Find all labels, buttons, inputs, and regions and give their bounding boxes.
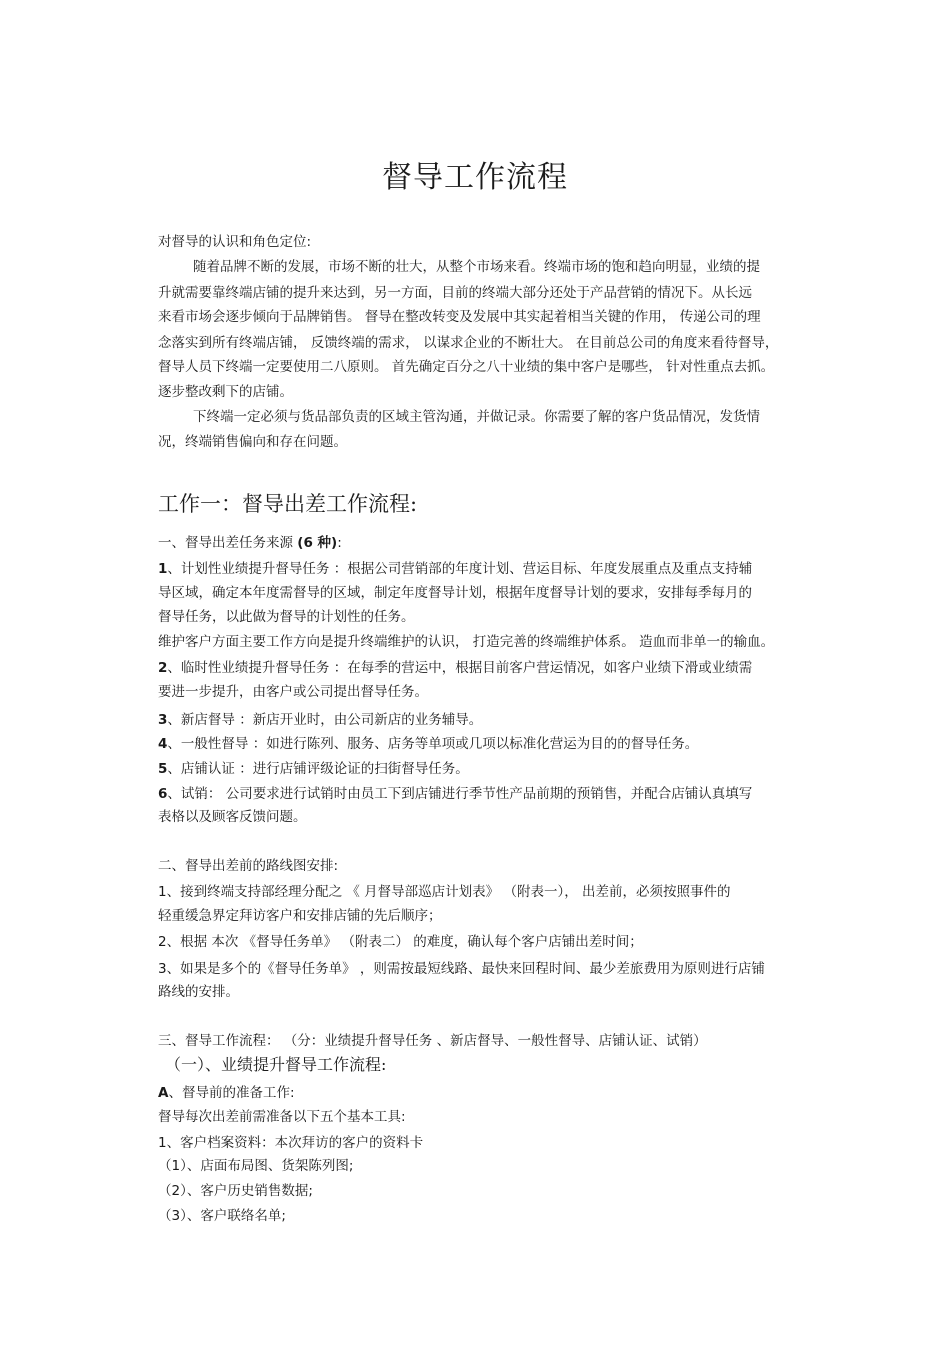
intro-line: 来看市场会逐步倾向于品牌销售。 督导在整改转变及发展中其实起着相当关键的作用， 传递公司的理: [158, 309, 761, 325]
list-item: （3）、客户联络名单;: [158, 1208, 286, 1224]
list-item: 4、一般性督导 ：如进行陈列、服务、店务等单项或几项以标准化营运为目的的督导任务。: [158, 736, 699, 752]
page-title: 督导工作流程: [382, 160, 568, 195]
subsection-heading: 三、督导工作流程： （分：业绩提升督导任务 、新店督导、一般性督导、店铺认证、试销）: [158, 1033, 707, 1049]
step-heading: A、督导前的准备工作:: [158, 1085, 295, 1101]
list-item: 6、试销： 公司要求进行试销时由员工下到店铺进行季节性产品前期的预销售，并配合店铺认真填写: [158, 786, 753, 802]
section-heading: 工作一：督导出差工作流程:: [158, 492, 418, 516]
intro-line: 下终端一定必须与货品部负责的区域主管沟通，并做记录。你需要了解的客户货品情况，发货情: [193, 409, 760, 425]
list-item-continued: 路线的安排。: [158, 984, 239, 1000]
intro-line: 升就需要靠终端店铺的提升来达到，另一方面，目前的终端大部分还处于产品营销的情况下。从长远: [158, 285, 752, 301]
paragraph-line: 督导每次出差前需准备以下五个基本工具:: [158, 1109, 406, 1125]
list-item-continued: 维护客户方面主要工作方向是提升终端维护的认识， 打造完善的终端维护体系。 造血而非单一的输血。: [158, 634, 775, 650]
list-item: 5、店铺认证 ：进行店铺评级论证的扫街督导任务。: [158, 761, 469, 777]
list-item: 1、接到终端支持部经理分配之 《 月督导部巡店计划表》 （附表一）， 出差前，必须按照事件的: [158, 884, 731, 900]
list-item-continued: 督导任务，以此做为督导的计划性的任务。: [158, 609, 415, 625]
intro-heading: 对督导的认识和角色定位:: [158, 234, 312, 250]
list-item-continued: 要进一步提升，由客户或公司提出督导任务。: [158, 684, 428, 700]
intro-line: 随着品牌不断的发展，市场不断的壮大，从整个市场来看。终端市场的饱和趋向明显，业绩的提: [193, 259, 760, 275]
subsection-heading: 一、督导出差任务来源 (6 种):: [158, 535, 342, 551]
list-item-continued: 表格以及顾客反馈问题。: [158, 809, 307, 825]
subsubsection-heading: （一）、业绩提升督导工作流程:: [165, 1055, 387, 1074]
list-item: 1、计划性业绩提升督导任务 ：根据公司营销部的年度计划、营运目标、年度发展重点及重点支持辅: [158, 561, 753, 577]
list-item: 3、新店督导 ：新店开业时，由公司新店的业务辅导。: [158, 712, 483, 728]
intro-line: 况，终端销售偏向和存在问题。: [158, 434, 347, 450]
list-item: 2、临时性业绩提升督导任务 ：在每季的营运中，根据目前客户营运情况，如客户业绩下滑或业绩需: [158, 660, 753, 676]
list-item: 1、客户档案资料：本次拜访的客户的资料卡: [158, 1135, 424, 1151]
intro-line: 督导人员下终端一定要使用二八原则。 首先确定百分之八十业绩的集中客户是哪些， 针对性重点去抓。: [158, 359, 775, 375]
list-item-continued: 轻重缓急界定拜访客户和安排店铺的先后顺序；: [158, 908, 442, 924]
subsection-heading: 二、督导出差前的路线图安排:: [158, 858, 339, 874]
list-item: （1）、店面布局图、货架陈列图;: [158, 1158, 354, 1174]
list-item: 3、如果是多个的《督导任务单》 ，则需按最短线路、最快来回程时间、最少差旅费用为原则进行店铺: [158, 961, 765, 977]
list-item-continued: 导区域，确定本年度需督导的区域，制定年度督导计划，根据年度督导计划的要求，安排每季每月的: [158, 585, 752, 601]
intro-line: 逐步整改剩下的店铺。: [158, 384, 293, 400]
intro-line: 念落实到所有终端店铺， 反馈终端的需求， 以谋求企业的不断壮大。 在目前总公司的角度来看待督导，: [158, 335, 779, 351]
list-item: （2）、客户历史销售数据;: [158, 1183, 313, 1199]
list-item: 2、根据 本次 《督导任务单》 （附表二） 的难度，确认每个客户店铺出差时间；: [158, 934, 643, 950]
